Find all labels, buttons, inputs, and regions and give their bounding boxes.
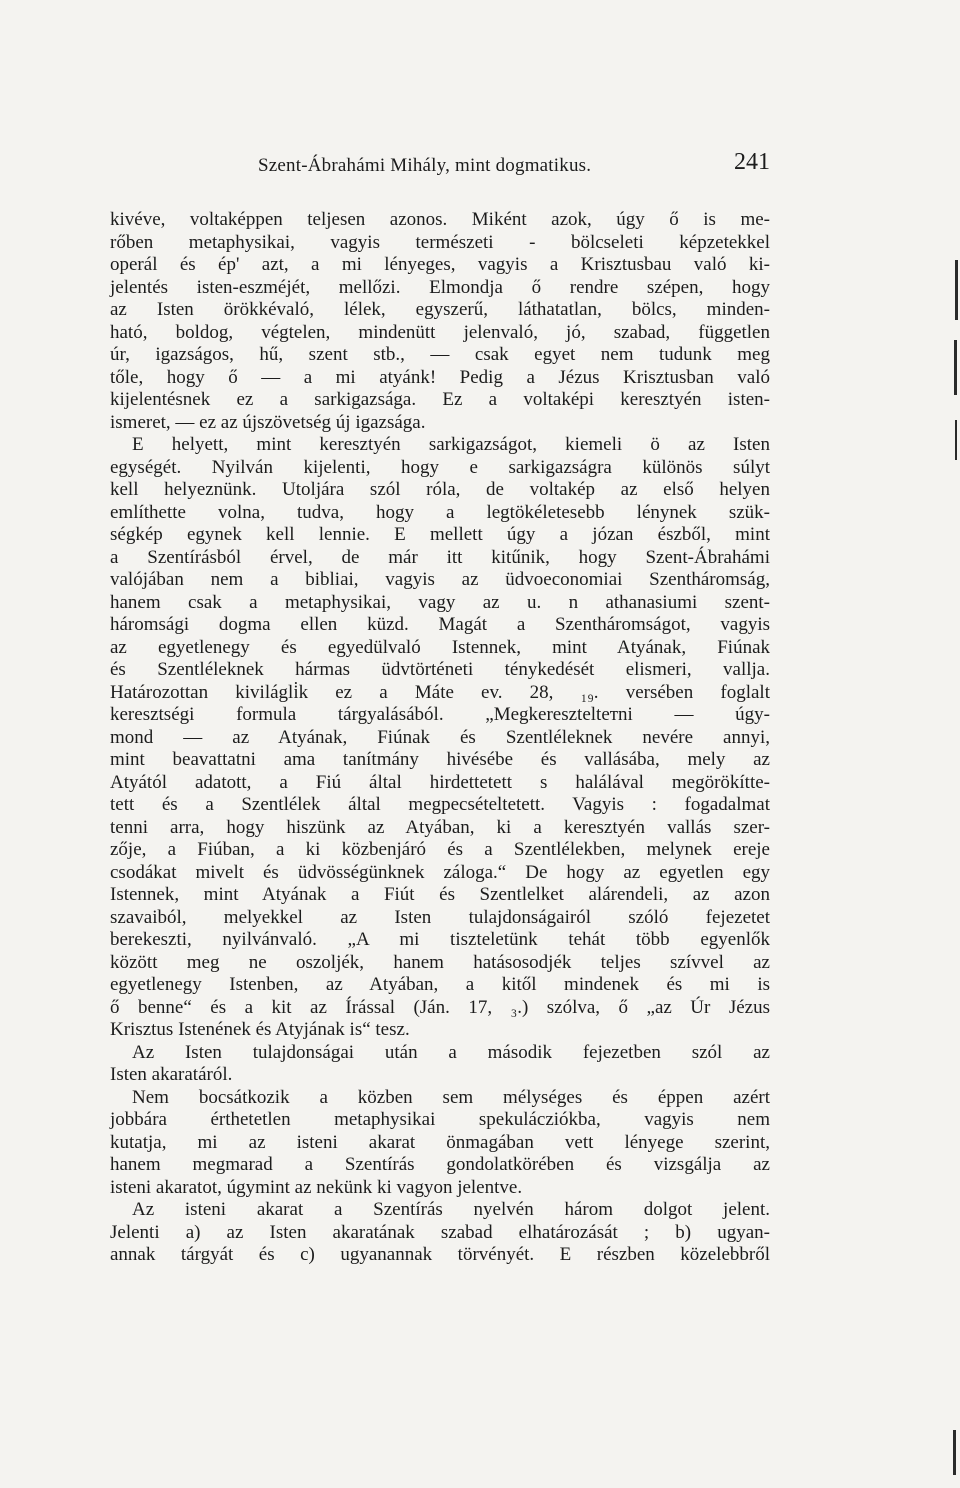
page-header bbox=[110, 147, 770, 187]
text-line: isteni akaratot, úgymint az nekünk ki vagyon jelentve. bbox=[110, 1176, 523, 1198]
text-line: valójában nem a bibliai, vagyis az üdvoeconomiai Szentháromság, bbox=[110, 569, 770, 590]
text-line: rőben metaphysikai, vagyis természeti - bölcseleti képzetekkel bbox=[110, 231, 770, 253]
text-line: szavaiból, melyekkel az Isten tulajdonságairól szóló fejezetet bbox=[110, 906, 770, 928]
text-line: ható, boldog, végtelen, mindenütt jelenvaló, jó, szabad, független bbox=[110, 321, 770, 343]
scan-edge-mark bbox=[955, 260, 958, 320]
text-line: zője, a Fiúban, a ki közbenjáró és a Szentlélekben, melynek ereje bbox=[110, 839, 770, 860]
text-line: E helyett, mint keresztyén sarkigazságot, kiemeli ö az Isten bbox=[132, 434, 770, 455]
text-line: ismeret, — ez az újszövetség új igazsága. bbox=[110, 411, 426, 433]
text-line: kijelentésnek ez a sarkigazsága. Ez a voltaképi keresztyén isten- bbox=[110, 389, 770, 410]
body-text bbox=[110, 209, 770, 1267]
text-line: kell helyeznünk. Utoljára szól róla, de voltakép az első helyen bbox=[110, 479, 770, 500]
text-line: Az isteni akarat a Szentírás nyelvén három dolgot jelent. bbox=[132, 1199, 770, 1220]
text-line: operál és ép' azt, a mi lényeges, vagyis a Krisztusbau való ki- bbox=[110, 254, 770, 275]
text-line: egyetlenegy Istenben, az Atyában, a kitől mindenek és mi is bbox=[110, 974, 770, 995]
page-number: 241 bbox=[734, 149, 770, 175]
text-line: Isten akaratáról. bbox=[110, 1064, 233, 1085]
text-line: tőle, hogy ő — a mi atyánk! Pedig a Jézus Krisztusban való bbox=[110, 366, 770, 388]
text-line: Atyától adatott, a Fiú által hirdettetett s halálával megörökítte- bbox=[110, 771, 770, 793]
text-line: kutatja, mi az isteni akarat önmagában vett lényege szerint, bbox=[110, 1131, 770, 1153]
text-line: tenni arra, hogy hiszünk az Atyában, ki a keresztyén vallás szer- bbox=[110, 816, 770, 838]
text-line: Az Isten tulajdonságai után a második fejezetben szól az bbox=[132, 1041, 770, 1063]
text-line: és Szentléleknek hármas üdvtörténeti ténykedését elismeri, vallja. bbox=[110, 659, 770, 680]
text-line: háromsági dogma ellen küzd. Magát a Szentháromságot, vagyis bbox=[110, 614, 770, 635]
text-line: ségkép egynek kell lennie. E mellett úgy a józan észből, mint bbox=[110, 524, 770, 545]
running-head: Szent-Ábrahámi Mihály, mint dogmatikus. bbox=[258, 155, 592, 176]
scan-edge-mark bbox=[953, 1430, 956, 1475]
scan-edge-mark bbox=[954, 340, 957, 395]
text-line: hanem megmarad a Szentírás gondolatkörében és vizsgálja az bbox=[110, 1154, 770, 1175]
text-line: között meg ne oszoljék, hanem hatásosodjék teljes szívvel az bbox=[110, 951, 770, 973]
text-line: Jelenti a) az Isten akaratának szabad elhatározását ; b) ugyan- bbox=[110, 1221, 770, 1243]
text-line: keresztségi formula tárgyalásából. „Megkeresztelteтni — úgy- bbox=[110, 704, 770, 725]
text-line: mint beavattatni ama tanítmány hivésébe és vallásába, mely az bbox=[110, 749, 770, 770]
text-line: tett és a Szentlélek által megpecsételtetett. Vagyis : fogadalmat bbox=[110, 794, 770, 815]
text-line: a Szentírásból érvel, de már itt kitűnik, hogy Szent-Ábrahámi bbox=[110, 546, 770, 568]
text-line: hanem csak a metaphysikai, vagy az u. n athanasiumi szent- bbox=[110, 591, 770, 613]
text-line: Istennek, mint Atyának a Fiút és Szentlelket alárendeli, az azon bbox=[110, 884, 770, 905]
text-line: mond — az Atyának, Fiúnak és Szentléleknek nevére annyi, bbox=[110, 726, 770, 748]
text-line: említhette volna, tudva, hogy a legtökéletesebb lénynek szük- bbox=[110, 501, 770, 523]
text-line: úr, igazságos, hű, szent stb., — csak egyet nem tudunk meg bbox=[110, 344, 770, 365]
text-line: Határozottan kivilágli̇k ez a Máte ev. 28, ₁₉. versében foglalt bbox=[110, 681, 770, 703]
text-line: ő benne“ és a kit az Írással (Ján. 17, ₃.) szólva, ő „az Úr Jézus bbox=[110, 996, 770, 1018]
text-line: Nem bocsátkozik a közben sem mélységes és éppen azért bbox=[132, 1086, 770, 1108]
text-line: Krisztus Istenének és Atyjának is“ tesz. bbox=[110, 1019, 410, 1040]
scan-edge-mark bbox=[955, 420, 957, 460]
text-line: kivéve, voltaképpen teljesen azonos. Miként azok, úgy ő is me- bbox=[110, 209, 770, 230]
text-line: jobbára érthetetlen metaphysikai spekulácziókba, vagyis nem bbox=[110, 1109, 770, 1130]
text-line: az egyetlenegy és egyedülvaló Istennek, mint Atyának, Fiúnak bbox=[110, 636, 770, 658]
text-line: berekeszti, nyilvánvaló. „A mi tiszteletünk tehát több egyenlők bbox=[110, 929, 770, 950]
text-line: csodákat mivelt és üdvösségünknek záloga.“ De hogy az egyetlen egy bbox=[110, 861, 770, 883]
text-line: annak tárgyát és c) ugyanannak törvényét. E részben közelebbről bbox=[110, 1244, 770, 1265]
text-line: egységét. Nyilván kijelenti, hogy e sarkigazságra különös súlyt bbox=[110, 456, 770, 478]
text-line: az Isten örökkévaló, lélek, egyszerű, láthatatlan, bölcs, minden- bbox=[110, 299, 770, 320]
text-line: jelentés isten-eszméjét, mellőzi. Elmondja ő rendre szépen, hogy bbox=[110, 276, 770, 298]
